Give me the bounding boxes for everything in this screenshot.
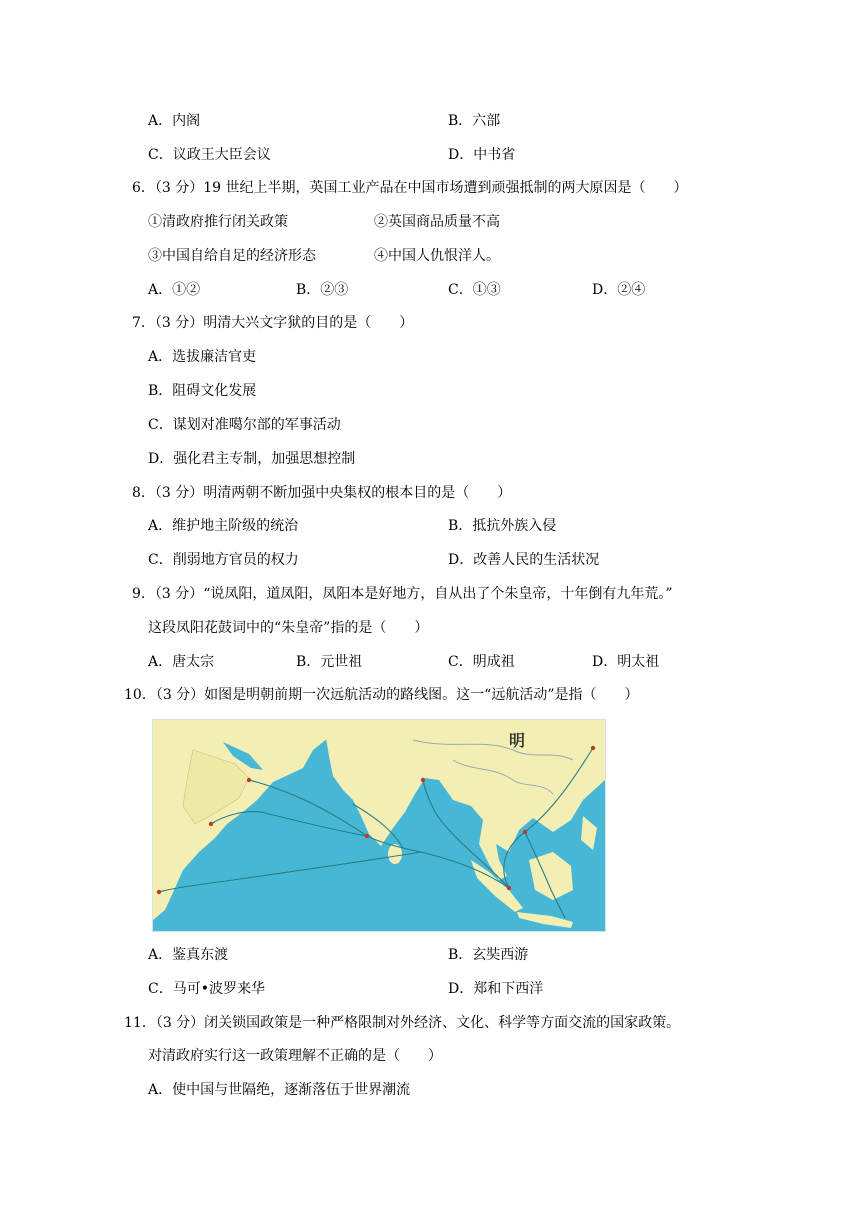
q9-option-a[interactable]: A．唐太宗 [148,654,215,670]
q7-option-c[interactable]: C．谋划对准噶尔部的军事活动 [148,417,341,433]
port-marker [507,886,511,890]
q8-stem: 8．（3 分）明清两朝不断加强中央集权的根本目的是（ ） [132,485,512,501]
q8-option-a[interactable]: A．维护地主阶级的统治 [148,518,299,534]
q7-stem: 7．（3 分）明清大兴文字狱的目的是（ ） [132,315,414,331]
q9-option-d[interactable]: D．明太祖 [592,654,660,670]
q9-stem-line2: 这段凤阳花鼓词中的“朱皇帝”指的是（ ） [148,620,429,636]
q10-option-a[interactable]: A．鉴真东渡 [148,947,229,963]
q6-item-4: ④中国人仇恨洋人。 [374,248,500,264]
q7-option-d[interactable]: D．强化君主专制，加强思想控制 [148,451,356,467]
q7-option-a[interactable]: A．选拔廉洁官吏 [148,349,257,365]
q10-stem: 10．（3 分）如图是明朝前期一次远航活动的路线图。这一“远航活动”是指（ ） [124,687,639,703]
q6-item-1: ①清政府推行闭关政策 [148,214,288,230]
port-marker [365,834,369,838]
q10-option-d[interactable]: D．郑和下西洋 [448,981,544,997]
q6-stem: 6．（3 分）19 世纪上半期，英国工业产品在中国市场遭到顽强抵制的两大原因是（ ） [132,180,688,196]
q11-stem-line2: 对清政府实行这一政策理解不正确的是（ ） [148,1048,442,1064]
port-marker [209,822,213,826]
q6-item-3: ③中国自给自足的经济形态 [148,248,316,264]
q8-option-d[interactable]: D．改善人民的生活状况 [448,552,600,568]
port-marker [421,778,425,782]
q10-option-b[interactable]: B．玄奘西游 [448,947,529,963]
q6-option-c[interactable]: C．①③ [448,282,501,298]
q6-option-b[interactable]: B．②③ [296,282,349,298]
q9-option-c[interactable]: C．明成祖 [448,654,515,670]
port-marker [247,778,251,782]
q5-option-b[interactable]: B．六部 [448,113,501,129]
map-label-ming: 明 [509,731,526,750]
voyage-route-map [152,719,606,932]
q9-stem-line1: 9．（3 分）“说凤阳，道凤阳，凤阳本是好地方，自从出了个朱皇帝，十年倒有九年荒。” [132,586,673,602]
q7-option-b[interactable]: B．阻碍文化发展 [148,383,257,399]
port-marker [157,890,161,894]
q11-option-a[interactable]: A．使中国与世隔绝，逐渐落伍于世界潮流 [148,1082,411,1098]
q6-item-2: ②英国商品质量不高 [374,214,500,230]
q8-option-c[interactable]: C．削弱地方官员的权力 [148,552,299,568]
q6-option-d[interactable]: D．②④ [592,282,646,298]
q5-option-a[interactable]: A．内阁 [148,113,201,129]
q8-option-b[interactable]: B．抵抗外族入侵 [448,518,557,534]
port-marker [523,830,527,834]
port-marker [591,746,595,750]
q10-option-c[interactable]: C．马可•波罗来华 [148,981,265,997]
q6-option-a[interactable]: A．①② [148,282,201,298]
q5-option-c[interactable]: C．议政王大臣会议 [148,147,271,163]
q5-option-d[interactable]: D．中书省 [448,147,516,163]
voyage-map-svg [153,720,605,931]
q9-option-b[interactable]: B．元世祖 [296,654,363,670]
q11-stem-line1: 11．（3 分）闭关锁国政策是一种严格限制对外经济、文化、科学等方面交流的国家政策。 [124,1015,681,1031]
